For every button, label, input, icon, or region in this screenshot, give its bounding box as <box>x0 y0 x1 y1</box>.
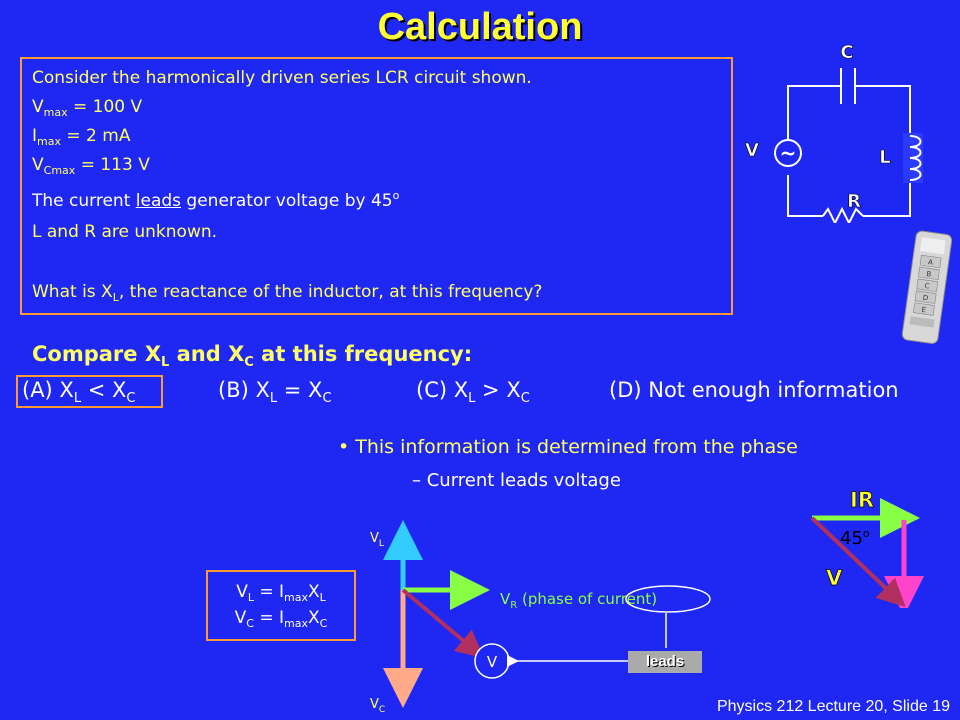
phasor-v-label: V <box>486 653 498 671</box>
remote-key-label: A <box>927 258 934 267</box>
source-tilde: ~ <box>779 141 797 165</box>
reactance-formula-box <box>206 570 356 641</box>
triangle-v-label: V <box>826 566 843 590</box>
triangle-angle-label: 45$^o$ <box>840 527 870 549</box>
problem-vcmax: $V_{Cmax} = 113$ V <box>32 155 150 177</box>
problem-phase: The current leads generator voltage by 45$^o$ <box>32 189 400 211</box>
option-b[interactable]: (B) $X_L = X_C$ <box>218 378 332 406</box>
problem-intro: Consider the harmonically driven series LCR circuit shown. <box>32 68 532 88</box>
resistor-label: R <box>847 191 861 212</box>
remote-key-label: C <box>924 281 931 291</box>
remote-key-label: B <box>925 270 932 279</box>
phasor-vc-label: $V_C$ <box>370 697 386 715</box>
leads-tag: leads <box>628 651 702 673</box>
ac-source-symbol <box>775 140 801 166</box>
phasor-v-arrow <box>403 590 472 648</box>
phasor-diagram <box>350 520 750 720</box>
problem-question: What is $X_L$, the reactance of the inductor, at this frequency? <box>32 282 543 304</box>
problem-imax: $I_{max} = 2$ mA <box>32 126 131 148</box>
triangle-ir-label: IR <box>850 488 874 512</box>
capacitor-label: C <box>840 42 854 63</box>
formula-vl: $V_L = I_{max}X_L$ <box>236 582 326 604</box>
explanation-bullet: • This information is determined from the phase <box>338 436 798 458</box>
inductor-label: L <box>879 147 891 168</box>
formula-vc: $V_C = I_{max}X_C$ <box>234 608 328 630</box>
clicker-remote-image <box>895 228 955 346</box>
option-c[interactable]: (C) $X_L > X_C$ <box>416 378 530 406</box>
remote-key-label: E <box>921 305 927 315</box>
phasor-vl-label: $V_L$ <box>370 531 384 549</box>
lcr-circuit-diagram <box>735 38 950 223</box>
source-label: V <box>745 140 759 161</box>
phase-triangle-diagram <box>790 478 950 608</box>
slide-title: Calculation <box>377 6 583 48</box>
explanation-dash: – Current leads voltage <box>412 470 621 491</box>
remote-key-label: D <box>922 293 929 303</box>
inductor-symbol <box>903 133 923 183</box>
slide-footer: Physics 212 Lecture 20, Slide 19 <box>716 698 950 715</box>
capacitor-symbol <box>841 68 855 104</box>
option-d[interactable]: (D) Not enough information <box>609 378 899 402</box>
problem-vmax: $V_{max} = 100$ V <box>32 97 143 119</box>
problem-box <box>20 57 733 315</box>
compare-question: Compare $X_L$ and $X_C$ at this frequency: <box>32 342 473 370</box>
problem-unknowns: L and R are unknown. <box>32 222 218 242</box>
option-a[interactable]: (A) $X_L < X_C$ <box>22 378 136 406</box>
phasor-vr-label: $V_R$ (phase of current) <box>500 590 658 611</box>
